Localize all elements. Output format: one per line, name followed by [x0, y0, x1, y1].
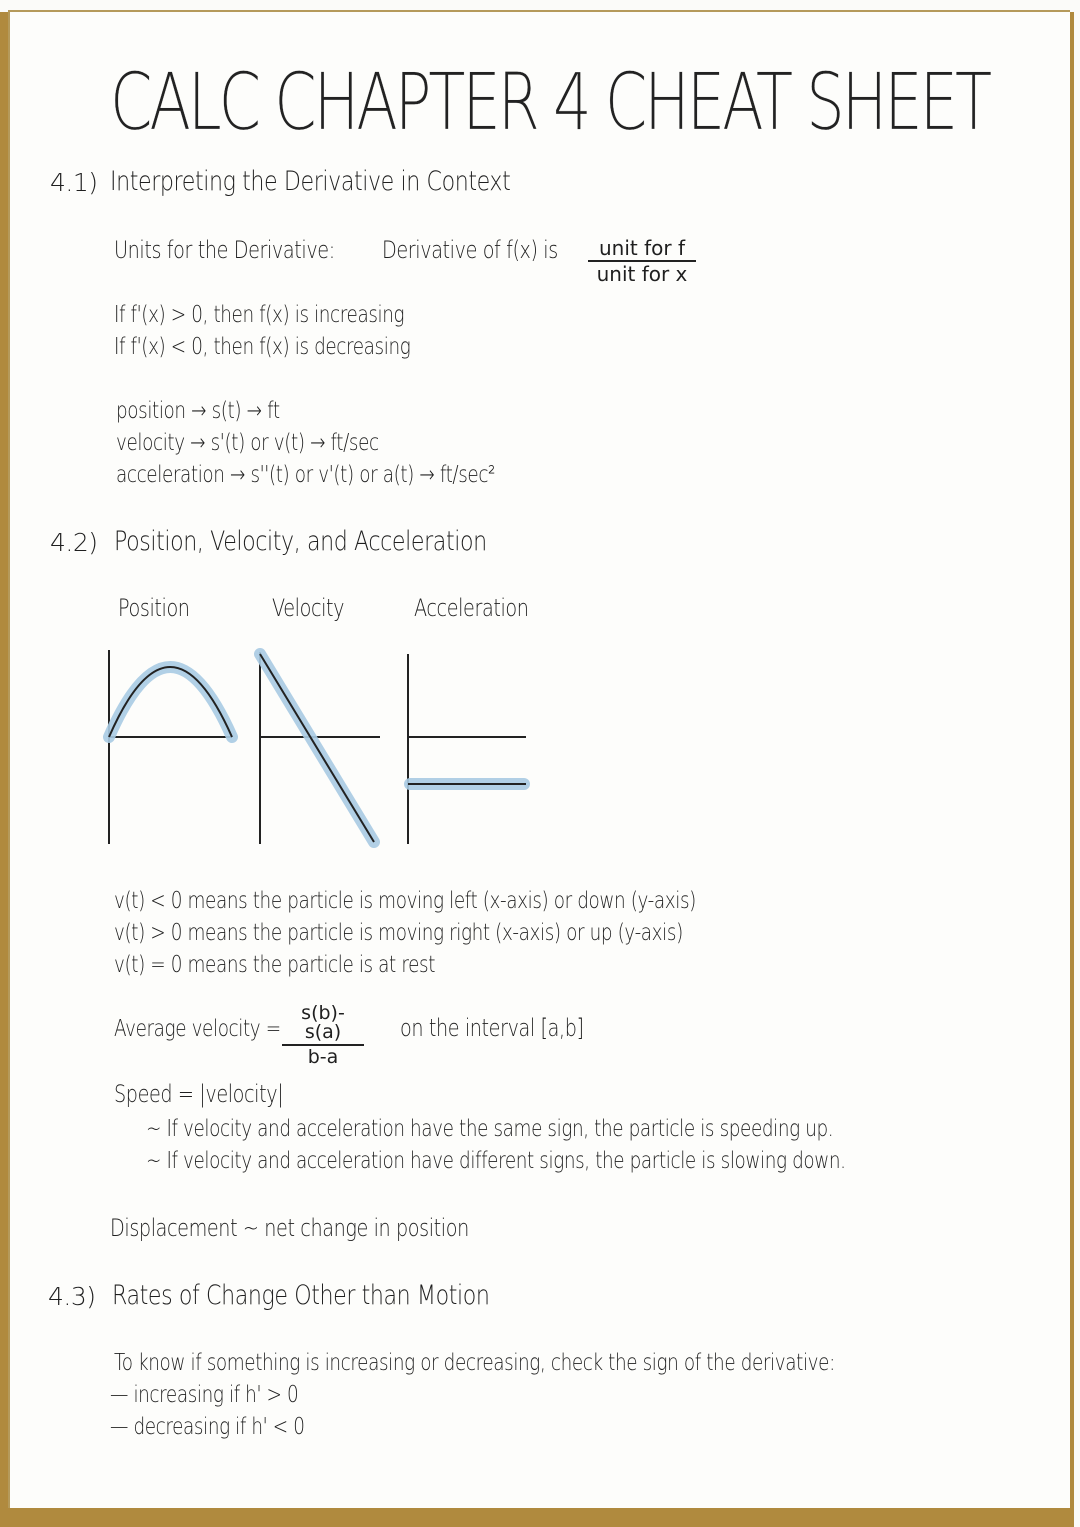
speed-definition: Speed = |velocity| [114, 1080, 284, 1108]
graph-label-acceleration: Acceleration [414, 594, 529, 622]
rate-rule: — increasing if h' > 0 [110, 1382, 299, 1408]
section-heading: Position, Velocity, and Acceleration [114, 526, 487, 557]
page-title: CALC CHAPTER 4 CHEAT SHEET [110, 58, 989, 148]
fraction-numerator: unit for f [588, 238, 696, 262]
displacement-note: Displacement ~ net change in position [110, 1214, 469, 1242]
section-heading: Rates of Change Other than Motion [112, 1280, 490, 1311]
motion-unit: acceleration → s''(t) or v'(t) or a(t) → ft/sec² [116, 462, 496, 488]
section-number: 4.1) [50, 168, 98, 197]
speed-rule: ~ If velocity and acceleration have the same sign, the particle is speeding up. [146, 1116, 834, 1142]
rates-intro: To know if something is increasing or decreasing, check the sign of the derivative: [114, 1350, 835, 1376]
acceleration-graph [408, 654, 526, 844]
fraction-denominator: b-a [307, 1046, 339, 1068]
units-text: Derivative of f(x) is [382, 236, 558, 264]
speed-rule: ~ If velocity and acceleration have different signs, the particle is slowing down. [146, 1148, 846, 1174]
velocity-rule: v(t) = 0 means the particle is at rest [114, 952, 436, 978]
cheat-sheet-page [8, 10, 1070, 1508]
velocity-rule: v(t) < 0 means the particle is moving left (x-axis) or down (y-axis) [114, 888, 696, 914]
rate-rule: — decreasing if h' < 0 [110, 1414, 305, 1440]
velocity-rule: v(t) > 0 means the particle is moving right (x-axis) or up (y-axis) [114, 920, 683, 946]
motion-unit: position → s(t) → ft [116, 398, 280, 424]
fraction-numerator: s(b)-s(a) [282, 1004, 364, 1046]
avg-velocity-fraction [282, 1004, 364, 1067]
avg-velocity-interval: on the interval [a,b] [400, 1014, 584, 1042]
motion-unit: velocity → s'(t) or v(t) → ft/sec [116, 430, 379, 456]
graph-label-velocity: Velocity [272, 594, 345, 622]
position-graph [109, 650, 232, 844]
fraction-denominator: unit for x [596, 262, 688, 286]
sign-rule: If f'(x) > 0, then f(x) is increasing [114, 302, 405, 328]
section-heading: Interpreting the Derivative in Context [110, 166, 511, 197]
section-number: 4.3) [48, 1282, 96, 1311]
units-label: Units for the Derivative: [114, 236, 335, 264]
background-strip [1074, 0, 1080, 1527]
graph-label-position: Position [118, 594, 190, 622]
velocity-graph [260, 652, 380, 844]
sign-rule: If f'(x) < 0, then f(x) is decreasing [114, 334, 411, 360]
avg-velocity-label: Average velocity = [114, 1016, 281, 1042]
section-number: 4.2) [50, 528, 98, 557]
